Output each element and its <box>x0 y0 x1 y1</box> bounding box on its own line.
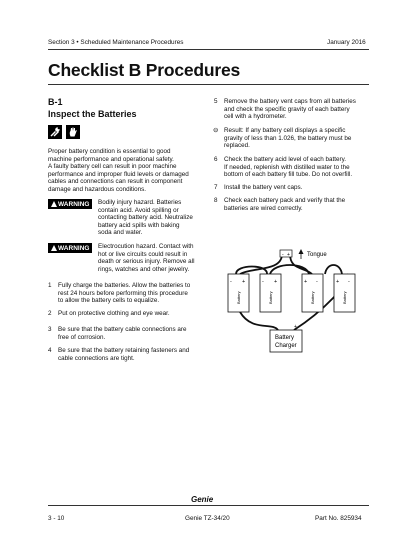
battery-3 <box>302 274 323 312</box>
step-text: Fully charge the batteries. Allow the batteries to rest 24 hours before performing this procedure to allow the battery cells to equalize. <box>58 282 191 304</box>
svg-text:+: + <box>336 279 340 285</box>
header-rule <box>48 49 369 50</box>
step-text: Install the battery vent caps. <box>224 184 303 191</box>
wrench-tool-icon <box>48 125 62 139</box>
footer-model: Genie TZ-34/20 <box>185 515 230 522</box>
svg-text:+: + <box>242 279 246 285</box>
section-id: B-1 <box>48 97 63 107</box>
battery-4 <box>334 274 355 312</box>
page-title: Checklist B Procedures <box>48 60 241 80</box>
step-text: Put on protective clothing and eye wear. <box>58 310 170 317</box>
svg-text:Battery: Battery <box>275 335 295 341</box>
svg-text:Battery: Battery <box>268 291 273 304</box>
step-number: 6 <box>214 156 218 163</box>
step-number: 3 <box>48 326 52 333</box>
intro-line: Proper battery condition is essential to good <box>48 148 171 155</box>
step-number: 8 <box>214 197 218 204</box>
page-number: 3 - 10 <box>48 515 65 522</box>
tongue-arrow <box>299 249 304 259</box>
svg-text:-: - <box>348 279 350 285</box>
step-text: Check each battery pack and verify that the batteries are wired correctly. <box>224 197 346 212</box>
intro-line: performance and improper fluid levels or damaged <box>48 170 189 178</box>
step-number: 5 <box>214 98 218 105</box>
svg-text:-: - <box>273 324 275 330</box>
warning-triangle-icon <box>51 201 57 207</box>
connector-minus-label: - <box>282 252 284 258</box>
intro-line: damage and hazardous conditions. <box>48 185 147 193</box>
step-number: 7 <box>214 184 218 191</box>
svg-text:+: + <box>304 279 308 285</box>
footer-rule <box>48 505 369 506</box>
header-date: January 2016 <box>327 39 366 46</box>
warning-badge: WARNING <box>48 243 92 253</box>
battery-2 <box>260 274 281 312</box>
step-text: Be sure that the battery retaining fasteners and cable connections are tight. <box>58 347 190 362</box>
connector-plus-label: + <box>287 252 290 258</box>
svg-text:-: - <box>316 279 318 285</box>
svg-text:Charger: Charger <box>275 343 297 349</box>
svg-text:Battery: Battery <box>342 291 347 304</box>
intro-line: A faulty battery cell can result in poor machine <box>48 163 177 170</box>
intro-line: machine performance and operational safety. <box>48 155 174 163</box>
battery-1 <box>228 274 249 312</box>
intro-line: cables and connections can result in component <box>48 178 183 185</box>
warning-triangle-icon <box>51 245 57 251</box>
result-icon: ⊖ <box>213 127 219 134</box>
intro-paragraph <box>48 148 189 193</box>
svg-text:Battery: Battery <box>236 291 241 304</box>
header-section: Section 3 • Scheduled Maintenance Procedures <box>48 39 184 46</box>
battery-wiring-diagram <box>212 212 372 372</box>
warning-text: Electrocution hazard. Contact with hot or live circuits could result in death or serious injury. Remove all rings, watches and other jewelry. <box>98 243 195 273</box>
result-text: Result: If any battery cell displays a specific gravity of less than 1.026, the battery must be replaced. <box>224 127 352 149</box>
step-text: Check the battery acid level of each battery. If needed, replenish with distilled water to the bottom of each battery fill tube. Do not overfill. <box>224 156 353 178</box>
warning-badge: WARNING <box>48 199 92 209</box>
tongue-label: Tongue <box>307 252 327 258</box>
title-rule <box>48 84 369 85</box>
svg-text:+: + <box>274 279 278 285</box>
svg-text:+: + <box>294 324 297 330</box>
step-number: 4 <box>48 347 52 354</box>
step-number: 1 <box>48 282 52 289</box>
brand-logo: Genie <box>191 495 214 504</box>
svg-text:-: - <box>262 279 264 285</box>
footer-part-number: Part No. 825934 <box>315 515 362 522</box>
step-text: Be sure that the battery cable connections are free of corrosion. <box>58 326 187 341</box>
warning-text: Bodily injury hazard. Batteries contain acid. Avoid spilling or contacting battery acid. Neutralize battery acid spills with baking soda and water. <box>98 199 193 236</box>
svg-text:Battery: Battery <box>310 291 315 304</box>
step-number: 2 <box>48 310 52 317</box>
section-title: Inspect the Batteries <box>48 109 137 119</box>
hand-glove-icon <box>66 125 80 139</box>
svg-text:-: - <box>230 279 232 285</box>
step-text: Remove the battery vent caps from all batteries and check the specific gravity of each battery cell with a hydrometer. <box>224 98 356 120</box>
